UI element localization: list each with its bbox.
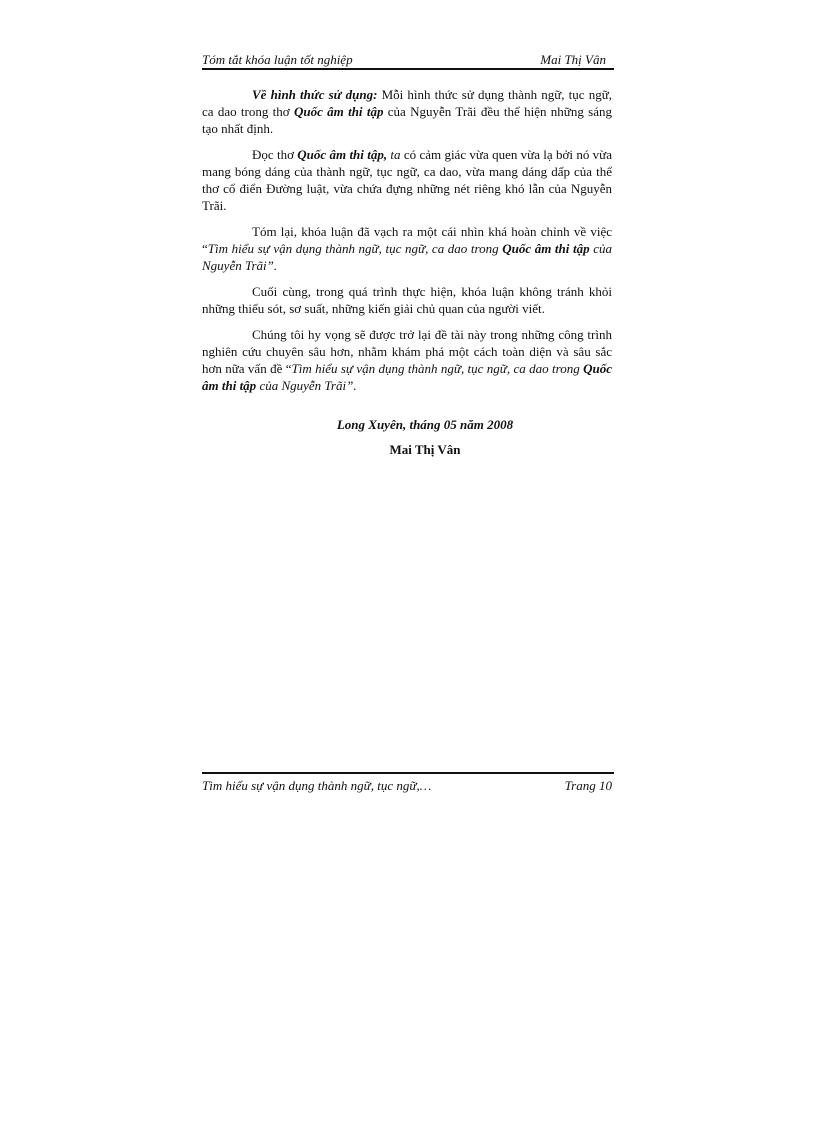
text-run: Cuối cùng, trong quá trình thực hiện, khóa luận không tránh khỏi những thiếu sót, sơ suất, những kiến giải chủ quan của người viết. [202,284,612,316]
paragraph [202,223,612,274]
header-divider [202,68,614,70]
body-text [202,86,612,403]
header-author: Mai Thị Vân [540,52,606,67]
paragraph [202,86,612,137]
text-run: Quốc âm thi tập [293,104,384,119]
text-run: Về hình thức sử dụng: [252,87,378,102]
signature-name: Mai Thị Vân [389,442,461,457]
page-number: Trang 10 [564,778,612,793]
text-run: Đọc thơ [252,147,298,162]
text-run: Quốc âm thi tập [502,241,590,256]
header-title: Tóm tắt khóa luận tốt nghiệp [202,52,353,67]
text-run: của Nguyễn Trãi”. [256,378,357,393]
footer-title: Tìm hiểu sự vận dụng thành ngữ, tục ngữ,… [202,778,432,793]
signature-place-date: Long Xuyên, tháng 05 năm 2008 [336,417,514,432]
footer-divider [202,772,614,774]
text-run: Mỗi hình thức sử dụng thành ngữ, tục ngữ, ca dao trong thơ [202,87,613,119]
text-run: Tìm hiểu sự vận dụng thành ngữ, tục ngữ, ca dao trong [291,361,584,376]
paragraph [202,326,612,394]
text-run: của Nguyễn Trãi”. [202,241,612,273]
page-header [202,52,612,68]
document-page [202,0,612,1123]
text-run: Chúng tôi hy vọng sẽ được trở lại đề tài này trong những công trình nghiên cứu chuyên sâu hơn, nhằm khám phá một cách toàn diện và sâu sắc hơn nữa vấn đề “ [202,327,612,376]
text-run: Tóm lại, khóa luận đã vạch ra một cái nhìn khá hoàn chỉnh về việc “ [202,224,612,256]
text-run: Quốc âm thi tập, [297,147,388,162]
text-run: của Nguyễn Trãi đều thể hiện những sáng tạo nhất định. [202,104,612,136]
text-run: Quốc âm thi tập [202,361,612,393]
paragraph [202,146,612,214]
paragraph [202,283,612,317]
text-run: có cảm giác vừa quen vừa lạ bởi nó vừa mang bóng dáng của thành ngữ, tục ngữ, ca dao, vừa mang dáng dấp của thể thơ cổ điển Đường luật, vừa chứa đựng những nét riêng khó lẫn của Nguyễn Trãi. [202,147,612,213]
text-run: ta [387,147,401,162]
text-run: Tìm hiểu sự vận dụng thành ngữ, tục ngữ, ca dao trong [207,241,503,256]
page-footer [202,778,612,794]
